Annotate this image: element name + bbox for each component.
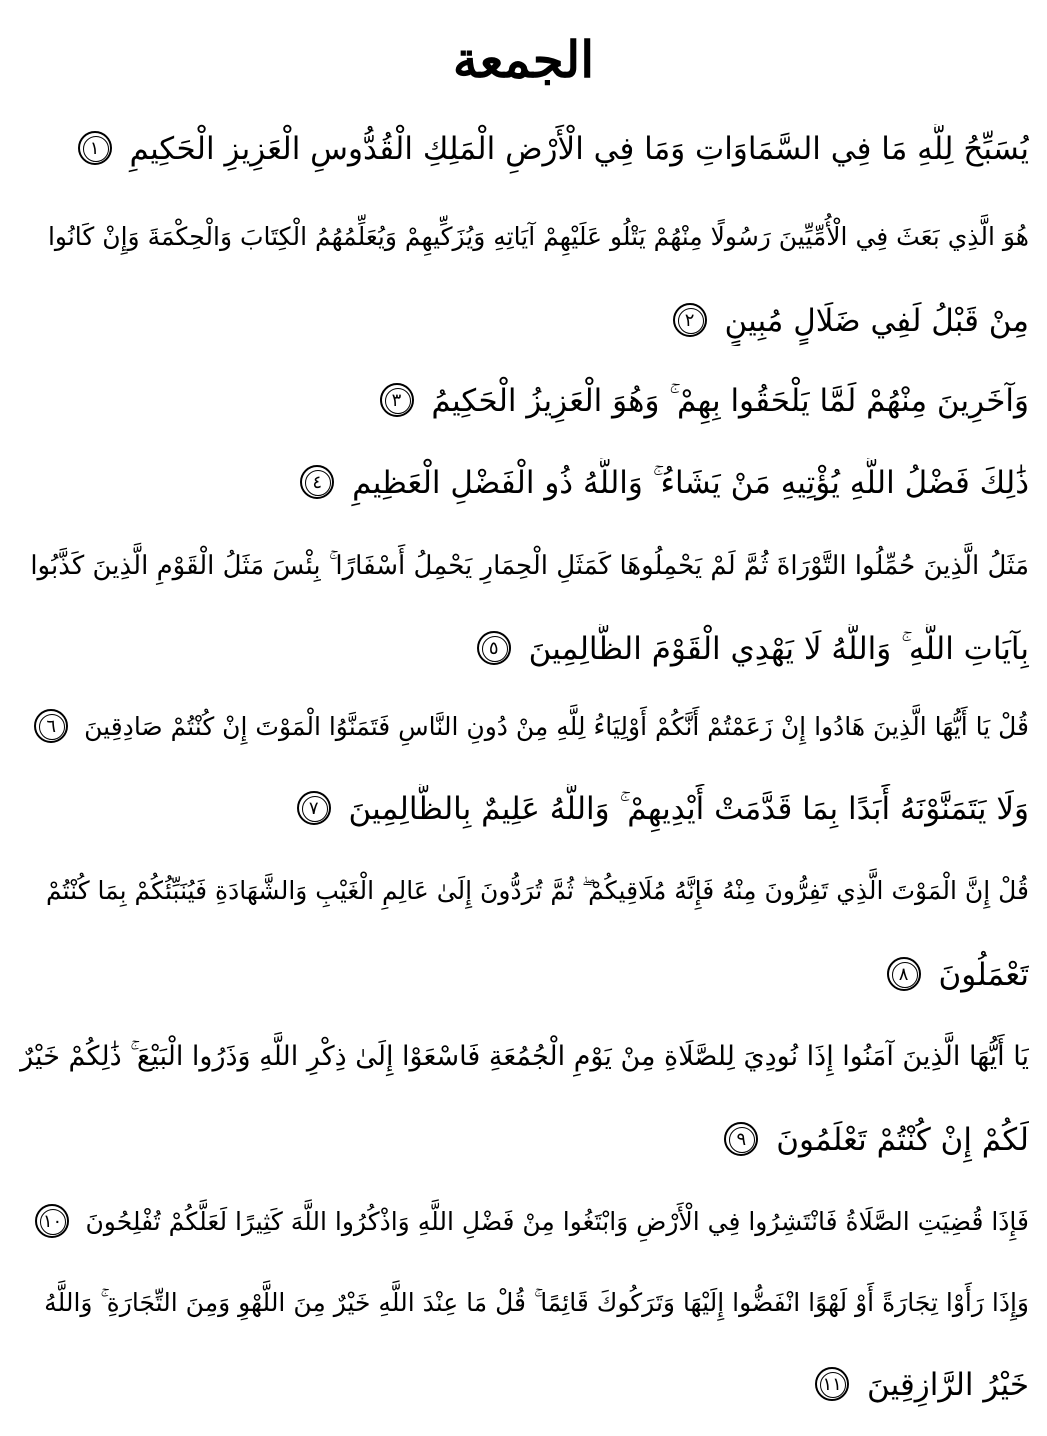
verse-text: يَا أَيُّهَا الَّذِينَ آمَنُوا إِذَا نُودِيَ لِلصَّلَاةِ مِنْ يَوْمِ الْجُمُعَةِ فَاسْعَوْا إِلَىٰ ذِكْرِ اللَّهِ وَذَرُوا الْبَيْعَ ۚ ذَٰلِكُمْ خَيْرٌ: [20, 1041, 1029, 1072]
verse-line: [18, 296, 1029, 346]
verse-line: [18, 212, 1029, 262]
verse-line: [18, 1360, 1029, 1410]
verse-line: [18, 950, 1029, 1000]
ayah-number-marker: ٥: [477, 631, 511, 665]
verse-line: [18, 1115, 1029, 1165]
verse-text: بِآيَاتِ اللَّهِ ۚ وَاللَّهُ لَا يَهْدِي الْقَوْمَ الظَّالِمِينَ: [528, 631, 1029, 667]
ayah-number-marker: ٧: [297, 791, 331, 825]
verse-text: خَيْرُ الرَّازِقِينَ: [867, 1367, 1029, 1403]
verse-text: مِنْ قَبْلُ لَفِي ضَلَالٍ مُبِينٍ: [724, 303, 1029, 339]
verse-text: قُلْ إِنَّ الْمَوْتَ الَّذِي تَفِرُّونَ مِنْهُ فَإِنَّهُ مُلَاقِيكُمْ ۖ ثُمَّ تُرَدُّونَ إِلَىٰ عَالِمِ الْغَيْبِ وَالشَّهَادَةِ فَيُنَبِّئُكُمْ بِمَا كُنْتُمْ: [45, 876, 1029, 905]
verse-text: وَلَا يَتَمَنَّوْنَهُ أَبَدًا بِمَا قَدَّمَتْ أَيْدِيهِمْ ۚ وَاللَّهُ عَلِيمٌ بِالظَّالِمِينَ: [348, 791, 1029, 827]
ayah-number-marker: ١٠: [35, 1204, 69, 1238]
verse-text: وَإِذَا رَأَوْا تِجَارَةً أَوْ لَهْوًا انْفَضُّوا إِلَيْهَا وَتَرَكُوكَ قَائِمًا ۚ قُلْ مَا عِنْدَ اللَّهِ خَيْرٌ مِنَ اللَّهْوِ وَمِنَ التِّجَارَةِ ۚ وَاللَّهُ: [44, 1288, 1029, 1317]
verse-line: [18, 458, 1029, 508]
ayah-number-marker: ١: [78, 131, 112, 165]
verse-text: تَعْمَلُونَ: [938, 957, 1029, 993]
surah-title: الجمعة: [452, 30, 595, 89]
ayah-number-marker: ٤: [300, 465, 334, 499]
verse-line: [18, 702, 1029, 752]
verse-line: [18, 124, 1029, 174]
verse-text: قُلْ يَا أَيُّهَا الَّذِينَ هَادُوا إِنْ زَعَمْتُمْ أَنَّكُمْ أَوْلِيَاءُ لِلَّهِ مِنْ دُونِ النَّاسِ فَتَمَنَّوُا الْمَوْتَ إِنْ كُنْتُمْ صَادِقِينَ: [84, 712, 1029, 741]
verse-line: [18, 376, 1029, 426]
ayah-number-marker: ٦: [34, 709, 68, 743]
ayah-number-marker: ٨: [887, 957, 921, 991]
verse-text: ذَٰلِكَ فَضْلُ اللَّهِ يُؤْتِيهِ مَنْ يَشَاءُ ۚ وَاللَّهُ ذُو الْفَضْلِ الْعَظِيمِ: [352, 465, 1029, 501]
verse-line: [18, 541, 1029, 591]
verse-text: فَإِذَا قُضِيَتِ الصَّلَاةُ فَانْتَشِرُوا فِي الْأَرْضِ وَابْتَغُوا مِنْ فَضْلِ اللَّهِ وَاذْكُرُوا اللَّهَ كَثِيرًا لَعَلَّكُمْ تُفْلِحُونَ: [85, 1207, 1029, 1236]
verse-line: [18, 866, 1029, 916]
verse-line: [18, 1197, 1029, 1247]
verse-text: هُوَ الَّذِي بَعَثَ فِي الْأُمِّيِّينَ رَسُولًا مِنْهُمْ يَتْلُو عَلَيْهِمْ آيَاتِهِ وَيُزَكِّيهِمْ وَيُعَلِّمُهُمُ الْكِتَابَ وَالْحِكْمَةَ وَإِنْ كَانُوا: [47, 222, 1029, 251]
verse-line: [18, 1032, 1029, 1082]
verse-line: [18, 784, 1029, 834]
ayah-number-marker: ٩: [724, 1122, 758, 1156]
verse-line: [18, 1278, 1029, 1328]
verse-line: [18, 624, 1029, 674]
verse-text: يُسَبِّحُ لِلَّهِ مَا فِي السَّمَاوَاتِ وَمَا فِي الْأَرْضِ الْمَلِكِ الْقُدُّوسِ الْعَزِيزِ الْحَكِيمِ: [129, 131, 1029, 167]
verse-text: وَآخَرِينَ مِنْهُمْ لَمَّا يَلْحَقُوا بِهِمْ ۚ وَهُوَ الْعَزِيزُ الْحَكِيمُ: [431, 383, 1029, 419]
verse-text: لَكُمْ إِنْ كُنْتُمْ تَعْلَمُونَ: [776, 1122, 1029, 1158]
verse-text: مَثَلُ الَّذِينَ حُمِّلُوا التَّوْرَاةَ ثُمَّ لَمْ يَحْمِلُوهَا كَمَثَلِ الْحِمَارِ يَحْمِلُ أَسْفَارًا ۚ بِئْسَ مَثَلُ الْقَوْمِ الَّذِينَ كَذَّبُوا: [30, 551, 1029, 581]
ayah-number-marker: ٢: [673, 303, 707, 337]
ayah-number-marker: ٣: [380, 383, 414, 417]
ayah-number-marker: ١١: [815, 1367, 849, 1401]
